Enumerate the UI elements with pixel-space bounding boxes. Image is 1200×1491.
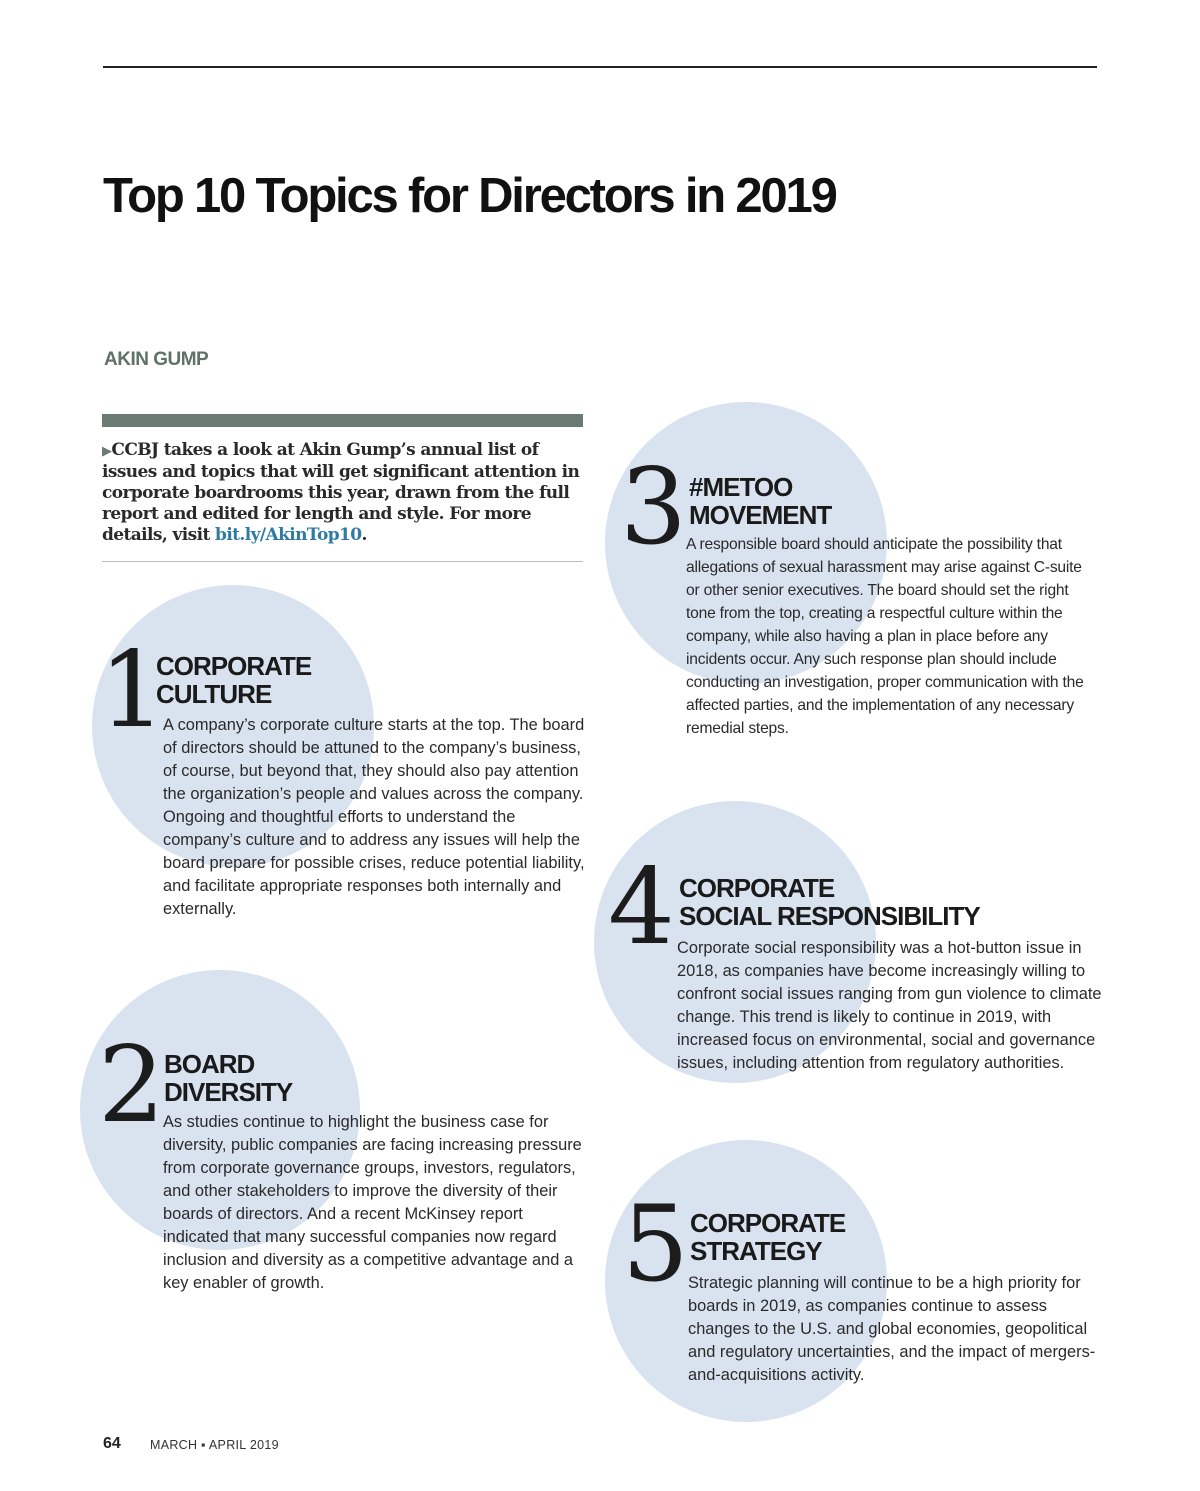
article-title: Top 10 Topics for Directors in 2019 — [103, 169, 836, 223]
topic-1-heading-line-1: CORPORATE — [156, 651, 312, 681]
page-number: 64 — [103, 1435, 121, 1452]
topic-5-heading — [690, 1209, 845, 1265]
topic-3-number: 3 — [620, 446, 687, 568]
topic-5-heading-line-2: STRATEGY — [690, 1236, 822, 1266]
topic-1-number: 1 — [99, 629, 166, 751]
report-link[interactable]: bit.ly/AkinTop10 — [215, 525, 362, 545]
topic-5-number: 5 — [622, 1183, 689, 1305]
intro-paragraph — [102, 440, 587, 546]
topic-4-body: Corporate social responsibility was a hot-button issue in 2018, as companies have become increasingly willing to confront social issues ranging from gun violence to climate change. This trend is likely to continue in 2019, with increased focus on environmental, social and governance issues, including attention from regulatory authorities. — [677, 939, 1102, 1072]
topic-2-heading-line-1: BOARD — [164, 1049, 255, 1079]
topic-3-heading-line-1: #METOO — [689, 472, 793, 502]
topic-4-heading-line-1: CORPORATE — [679, 873, 835, 903]
topic-1-body: A company’s corporate culture starts at the top. The board of directors should be attuned to the company’s business, of course, but beyond that, they should also pay attention the organization’s people and values across the company. Ongoing and thoughtful efforts to understand the company’s culture and to address any issues will help the board prepare for possible crises, reduce potential liability, and facilitate appropriate responses both internally and externally. — [163, 716, 585, 918]
intro-text: CCBJ takes a look at Akin Gump’s annual list of issues and topics that will get significant attention in corporate boardrooms this year, drawn from the full report and edited for length and style. For more details, visit — [102, 440, 580, 545]
topic-5-body: Strategic planning will continue to be a high priority for boards in 2019, as companies continue to assess changes to the U.S. and global economies, geopolitical and regulatory uncertainties, and the impact of mergers-and-acquisitions activity. — [688, 1274, 1096, 1384]
topic-2-body: As studies continue to highlight the business case for diversity, public companies are facing increasing pressure from corporate governance groups, investors, regulators, and other stakeholders to improve the diversity of their boards of directors. And a recent McKinsey report indicated that many successful companies now regard inclusion and diversity as a competitive advantage and a key enabler of growth. — [163, 1113, 582, 1292]
topic-2-heading-line-2: DIVERSITY — [164, 1077, 293, 1107]
topic-3-heading-line-2: MOVEMENT — [689, 500, 832, 530]
play-triangle-icon: ▶ — [102, 444, 112, 459]
topic-5-heading-line-1: CORPORATE — [690, 1208, 846, 1238]
topic-1-heading-line-2: CULTURE — [156, 679, 272, 709]
intro-end: . — [361, 525, 367, 545]
issue-date: MARCH ▪ APRIL 2019 — [150, 1438, 279, 1452]
topic-4-heading — [679, 874, 980, 930]
topic-1-heading — [156, 652, 311, 708]
intro-divider — [102, 561, 583, 562]
topic-2-number: 2 — [98, 1024, 165, 1146]
top-rule — [103, 66, 1097, 68]
topic-3-body: A responsible board should anticipate the possibility that allegations of sexual harassment may arise against C-suite or other senior executives. The board should set the right tone from the top, creating a respectful culture within the company, while also having a plan in place before any incidents occur. Any such response plan should include conducting an investigation, proper communication with the affected parties, and the implementation of any necessary remedial steps. — [686, 536, 1084, 737]
topic-3-heading — [689, 473, 831, 529]
topic-4-heading-line-2: SOCIAL RESPONSIBILITY — [679, 901, 980, 931]
topic-2-heading — [164, 1050, 292, 1106]
intro-accent-bar — [102, 414, 583, 427]
byline: AKIN GUMP — [104, 349, 209, 370]
topic-4-number: 4 — [608, 846, 675, 968]
